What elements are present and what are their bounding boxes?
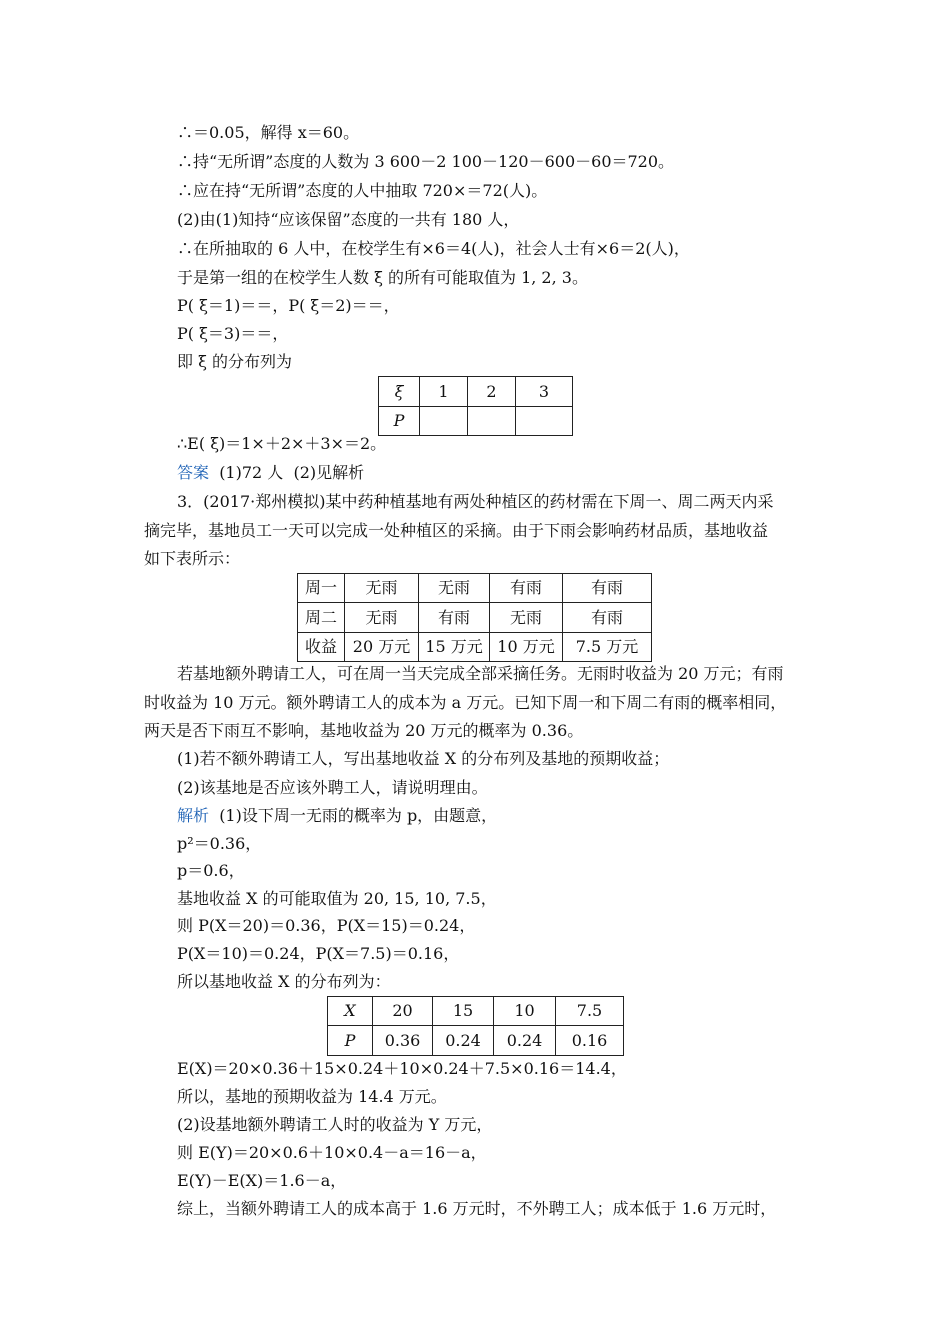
answer-line xyxy=(177,463,364,483)
text-line: 如下表所示： xyxy=(144,549,241,568)
text-line: 基地收益 X 的可能取值为 20, 15, 10, 7.5， xyxy=(177,889,497,908)
text-line: E(Y)－E(X)＝1.6－a， xyxy=(177,1171,347,1190)
text-line: ∴在所抽取的 6 人中，在校学生有×6＝4(人)，社会人士有×6＝2(人)， xyxy=(177,239,690,258)
text-line: (1)若不额外聘请工人，写出基地收益 X 的分布列及基地的预期收益； xyxy=(177,749,670,768)
table-cell: 无雨 xyxy=(419,574,490,603)
solution-line xyxy=(177,806,497,826)
answer-label: 答案 xyxy=(177,463,210,482)
table-cell: 15 xyxy=(433,997,494,1026)
text-line: 则 P(X＝20)＝0.36，P(X＝15)＝0.24， xyxy=(177,916,476,935)
text-line: 所以，基地的预期收益为 14.4 万元。 xyxy=(177,1087,447,1106)
table-cell: 15 万元 xyxy=(419,633,490,662)
text-line: p²＝0.36， xyxy=(177,834,262,853)
table-cell: 10 xyxy=(494,997,556,1026)
text-line: P(X＝10)＝0.24，P(X＝7.5)＝0.16， xyxy=(177,944,460,963)
text-line: 两天是否下雨互不影响，基地收益为 20 万元的概率为 0.36。 xyxy=(144,721,584,740)
table-cell: 10 万元 xyxy=(490,633,563,662)
table-cell: 20 万元 xyxy=(345,633,419,662)
answer-text: (1)72 人 (2)见解析 xyxy=(209,463,365,482)
x-distribution-table xyxy=(327,996,624,1056)
text-line: 时收益为 10 万元。额外聘请工人的成本为 a 万元。已知下周一和下周二有雨的概率相同， xyxy=(144,693,787,712)
table-cell: 20 xyxy=(373,997,433,1026)
table-cell: 无雨 xyxy=(345,603,419,633)
text-line: (2)由(1)知持“应该保留”态度的一共有 180 人， xyxy=(177,210,520,229)
table-cell: ξ xyxy=(379,377,420,407)
weather-income-table xyxy=(297,573,652,662)
table-cell: 有雨 xyxy=(563,574,652,603)
table-cell: P xyxy=(379,407,420,436)
text-line: 所以基地收益 X 的分布列为： xyxy=(177,972,391,991)
text-line: ∴＝0.05，解得 x＝60。 xyxy=(177,123,360,142)
table-cell: 1 xyxy=(420,377,468,407)
table-cell: 0.24 xyxy=(494,1026,556,1056)
table-cell: 2 xyxy=(468,377,516,407)
table-cell: 收益 xyxy=(298,633,345,662)
text-line: P( ξ＝1)＝＝，P( ξ＝2)＝＝， xyxy=(177,296,400,315)
text-line: 若基地额外聘请工人，可在周一当天完成全部采摘任务。无雨时收益为 20 万元；有雨 xyxy=(177,664,784,683)
table-cell: 周二 xyxy=(298,603,345,633)
text-line: 3．(2017·郑州模拟)某中药种植基地有两处种植区的药材需在下周一、周二两天内采 xyxy=(177,492,774,511)
table-cell: 有雨 xyxy=(419,603,490,633)
table-cell xyxy=(468,407,516,436)
text-line: P( ξ＝3)＝＝， xyxy=(177,324,289,343)
table-cell: 0.24 xyxy=(433,1026,494,1056)
text-line: 综上，当额外聘请工人的成本高于 1.6 万元时，不外聘工人；成本低于 1.6 万元时， xyxy=(177,1199,777,1218)
solution-label: 解析 xyxy=(177,806,210,825)
table-cell: 无雨 xyxy=(490,603,563,633)
table-cell: 3 xyxy=(516,377,573,407)
text-line: p＝0.6， xyxy=(177,861,245,880)
solution-text: (1)设下周一无雨的概率为 p，由题意， xyxy=(209,806,498,825)
text-line: 于是第一组的在校学生人数 ξ 的所有可能取值为 1, 2, 3。 xyxy=(177,268,588,287)
text-line: 摘完毕，基地员工一天可以完成一处种植区的采摘。由于下雨会影响药材品质，基地收益 xyxy=(144,521,769,540)
table-cell xyxy=(420,407,468,436)
table-cell: 0.16 xyxy=(556,1026,624,1056)
text-line: (2)设基地额外聘请工人时的收益为 Y 万元， xyxy=(177,1115,493,1134)
table-cell: X xyxy=(328,997,373,1026)
text-line: 即 ξ 的分布列为 xyxy=(177,352,292,371)
table-cell: 有雨 xyxy=(563,603,652,633)
text-line: ∴持“无所谓”态度的人数为 3 600－2 100－120－600－60＝720。 xyxy=(177,152,675,171)
text-line: ∴应在持“无所谓”态度的人中抽取 720×＝72(人)。 xyxy=(177,181,548,200)
text-line: ∴E( ξ)＝1×＋2×＋3×＝2。 xyxy=(177,434,387,453)
text-line: (2)该基地是否应该外聘工人，请说明理由。 xyxy=(177,778,488,797)
text-line: E(X)＝20×0.36＋15×0.24＋10×0.24＋7.5×0.16＝14.4， xyxy=(177,1059,627,1078)
table-cell: 周一 xyxy=(298,574,345,603)
table-cell: 有雨 xyxy=(490,574,563,603)
table-cell: 7.5 xyxy=(556,997,624,1026)
table-cell xyxy=(516,407,573,436)
table-cell: 无雨 xyxy=(345,574,419,603)
table-cell: 7.5 万元 xyxy=(563,633,652,662)
text-line: 则 E(Y)＝20×0.6＋10×0.4－a＝16－a， xyxy=(177,1143,487,1162)
xi-distribution-table xyxy=(378,376,573,436)
table-cell: P xyxy=(328,1026,373,1056)
table-cell: 0.36 xyxy=(373,1026,433,1056)
